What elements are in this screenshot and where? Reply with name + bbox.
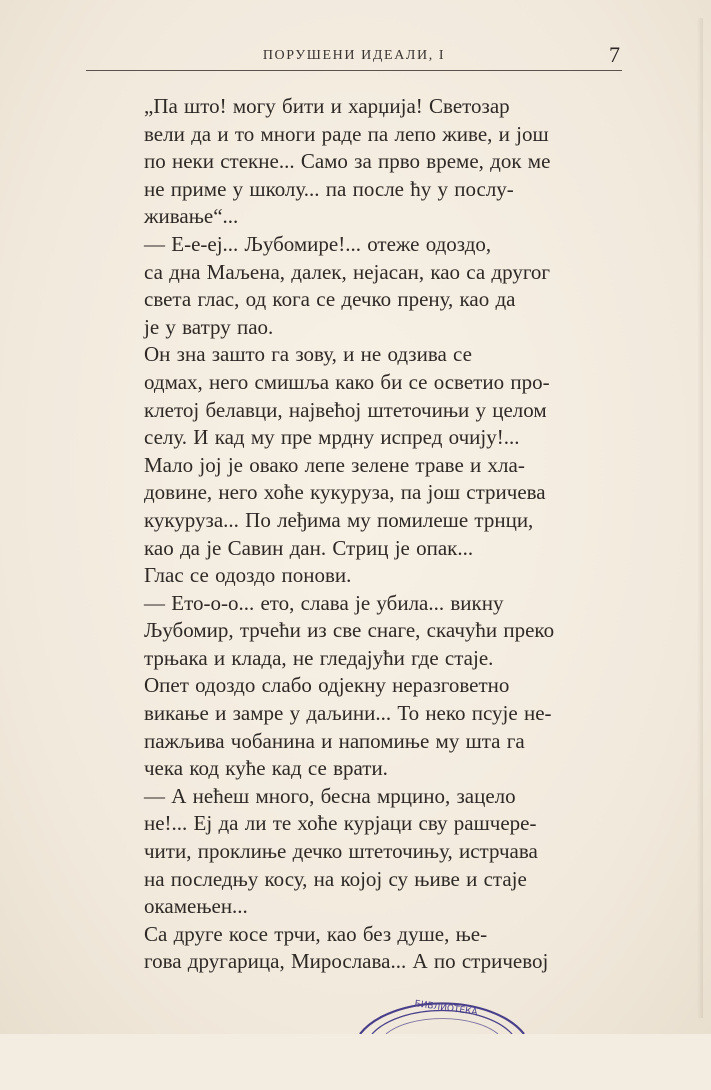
text-line: Мало јој је овако лепе зелене траве и хла- [144, 452, 525, 477]
text-line: окамењен... [144, 894, 248, 919]
text-line: живање“... [144, 204, 239, 229]
paragraph-8 [87, 921, 623, 976]
text-line: — Е-е-еј... Љубомире!... отеже одоздо, [144, 231, 492, 256]
text-line: Са друге косе трчи, као без душе, ње- [144, 921, 488, 946]
text-line: вели да и то многи раде па лепо живе, и још [144, 121, 549, 146]
page-number: 7 [609, 42, 620, 67]
text-line: чити, проклиње дечко штеточињу, истрчава [144, 839, 538, 864]
paragraph-6 [87, 672, 623, 782]
paragraph-7 [87, 783, 623, 921]
text-line: на последњу косу, на којој су њиве и стаје [144, 866, 527, 891]
text-line: — А нећеш много, бесна мрцино, зацело [144, 783, 516, 808]
text-line: гова другарица, Мирослава... А по стричевој [144, 949, 549, 974]
stamp-seal-icon [352, 980, 532, 1034]
text-line: трњака и клада, не гледајући где стаје. [144, 645, 494, 670]
text-line: — Ето-о-о... ето, слава је убила... викну [144, 590, 504, 615]
text-line: по неки стекне... Само за прво време, док ме [144, 149, 551, 174]
text-line: викање и замре у даљини... То неко псује не- [144, 701, 552, 726]
running-title: ПОРУШЕНИ ИДЕАЛИ, I [262, 48, 446, 63]
text-line: не!... Еј да ли те хоће курјаци сву рашчере- [144, 811, 537, 836]
paragraph-3 [87, 341, 623, 562]
text-line: Глас се одоздо понови. [144, 563, 352, 588]
body-text [87, 93, 623, 976]
text-line: „Па што! могу бити и харџија! Светозар [144, 94, 510, 118]
stamp-label: БИБЛИОТЕКА [413, 999, 479, 1018]
text-line: Опет одоздо слабо одјекну неразговетно [144, 673, 510, 698]
text-line: као да је Савин дан. Стриц је опак... [144, 535, 474, 560]
text-line: не приме у школу... па после ћу у послу- [144, 176, 514, 201]
text-line: кукуруза... По леђима му помилеше трнци, [144, 507, 534, 532]
library-stamp [352, 980, 532, 1090]
text-line: довине, него хоће кукуруза, па још стричева [144, 480, 546, 505]
text-line: света глас, од кога се дечко прену, као да [144, 287, 516, 312]
page-edge-shadow [697, 18, 703, 1018]
text-line: одмах, него смишља како би се осветио про- [144, 369, 550, 394]
paragraph-4 [87, 562, 623, 590]
paragraph-5 [87, 590, 623, 673]
page-header [86, 40, 622, 71]
text-line: Он зна зашто га зову, и не одзива се [144, 342, 472, 367]
text-line: пажљива чобанина и напомиње му шта га [144, 728, 525, 753]
text-line: селу. И кад му пре мрдну испред очију!... [144, 425, 520, 450]
text-line: чека код куће кад се врати. [144, 756, 388, 781]
text-line: са дна Маљена, далек, нејасан, као са другог [144, 259, 551, 284]
text-line: клетој белавци, највећој штеточињи у целом [144, 397, 547, 422]
text-line: је у ватру пао. [144, 314, 274, 339]
text-line: Љубомир, трчећи из све снаге, скачући преко [144, 618, 555, 643]
paragraph-1 [87, 93, 623, 231]
paragraph-2 [87, 231, 623, 341]
